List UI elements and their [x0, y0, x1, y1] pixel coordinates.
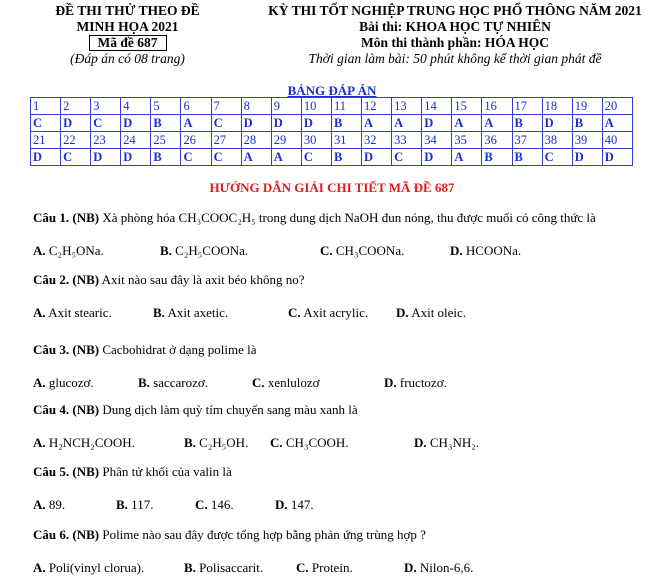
- answer-letter-cell: C: [392, 149, 422, 166]
- option-text: 146.: [210, 497, 234, 512]
- answer-letter-cell: B: [512, 115, 542, 132]
- answer-letter-cell: B: [151, 149, 181, 166]
- option-text: saccarozơ.: [153, 375, 209, 390]
- question-number-cell: 10: [301, 98, 331, 115]
- option-d: [396, 305, 466, 321]
- answer-letter-cell: A: [392, 115, 422, 132]
- answer-letter-cell: A: [452, 149, 482, 166]
- option-text: H₂NCH₂COOH.: [48, 435, 135, 450]
- question-1: [33, 210, 596, 226]
- question-number-cell: 28: [241, 132, 271, 149]
- answer-letter-cell: A: [452, 115, 482, 132]
- option-text: xenlulozơ: [267, 375, 320, 390]
- option-d: [404, 560, 473, 576]
- answer-letter-cell: D: [422, 149, 452, 166]
- answer-letter-cell: B: [512, 149, 542, 166]
- question-text: Xà phòng hóa CH₃COOC₂H₅ trong dung dịch NaOH đun nóng, thu được muối có công thức là: [102, 210, 596, 225]
- option-c: [296, 560, 353, 576]
- option-text: C₂H₅COONa.: [175, 243, 249, 258]
- question-number-cell: 20: [602, 98, 632, 115]
- answer-letter-cell: D: [31, 149, 61, 166]
- question-number-cell: 3: [91, 98, 121, 115]
- header-right-line2: Bài thi: KHOA HỌC TỰ NHIÊN: [359, 19, 551, 34]
- option-b: [153, 305, 228, 321]
- question-label: Câu 3. (NB): [33, 342, 100, 357]
- question-label: Câu 4. (NB): [33, 402, 100, 417]
- question-number-cell: 24: [121, 132, 151, 149]
- answer-letter-cell: D: [121, 115, 151, 132]
- pages-note: (Đáp án có 08 trang): [70, 51, 185, 66]
- question-number-cell: 6: [181, 98, 211, 115]
- question-number-cell: 9: [271, 98, 301, 115]
- question-label: Câu 6. (NB): [33, 527, 100, 542]
- option-label: B.: [160, 243, 172, 258]
- header-right-line3: Môn thi thành phần: HÓA HỌC: [361, 35, 549, 50]
- question-number-cell: 16: [482, 98, 512, 115]
- answer-letter-cell: D: [422, 115, 452, 132]
- option-label: D.: [450, 243, 463, 258]
- question-number-cell: 38: [542, 132, 572, 149]
- question-text: Phân tử khối của valin là: [102, 464, 232, 479]
- option-text: Protein.: [311, 560, 353, 575]
- answer-letter-cell: B: [482, 149, 512, 166]
- answer-letter-cell: D: [301, 115, 331, 132]
- answer-letter-cell: A: [271, 149, 301, 166]
- exam-code-box: Mã đề 687: [89, 35, 167, 51]
- option-label: D.: [275, 497, 288, 512]
- answer-letter-cell: D: [241, 115, 271, 132]
- option-a: [33, 435, 135, 451]
- question-number-cell: 21: [31, 132, 61, 149]
- option-c: [320, 243, 404, 259]
- answer-letter-cell: D: [91, 149, 121, 166]
- option-label: C.: [296, 560, 309, 575]
- answer-letter-cell: C: [61, 149, 91, 166]
- question-6: [33, 527, 426, 543]
- option-d: [450, 243, 521, 259]
- guide-title: HƯỚNG DẪN GIẢI CHI TIẾT MÃ ĐỀ 687: [209, 180, 455, 195]
- answer-letter-cell: D: [121, 149, 151, 166]
- question-number-cell: 12: [362, 98, 392, 115]
- question-number-cell: 26: [181, 132, 211, 149]
- answer-letter-cell: D: [572, 149, 602, 166]
- option-text: fructozơ.: [399, 375, 447, 390]
- question-3: [33, 342, 257, 358]
- answer-letter-cell: B: [151, 115, 181, 132]
- header-left: [10, 3, 245, 67]
- question-text: Axit nào sau đây là axit béo không no?: [101, 272, 305, 287]
- option-label: A.: [33, 435, 46, 450]
- option-text: CH₃COONa.: [335, 243, 405, 258]
- answer-letter-cell: B: [331, 149, 361, 166]
- question-number-cell: 18: [542, 98, 572, 115]
- question-number-cell: 25: [151, 132, 181, 149]
- option-label: C.: [195, 497, 208, 512]
- question-number-cell: 22: [61, 132, 91, 149]
- option-b: [116, 497, 153, 513]
- option-label: A.: [33, 560, 46, 575]
- question-number-cell: 8: [241, 98, 271, 115]
- option-label: B.: [116, 497, 128, 512]
- question-label: Câu 5. (NB): [33, 464, 100, 479]
- question-number-cell: 33: [392, 132, 422, 149]
- question-number-cell: 2: [61, 98, 91, 115]
- question-label: Câu 1. (NB): [33, 210, 100, 225]
- option-d: [384, 375, 447, 391]
- option-c: [252, 375, 320, 391]
- answer-letter-cell: B: [331, 115, 361, 132]
- option-a: [33, 305, 112, 321]
- option-text: Axit axetic.: [167, 305, 229, 320]
- option-label: B.: [184, 435, 196, 450]
- question-number-cell: 7: [211, 98, 241, 115]
- question-4: [33, 402, 358, 418]
- question-number-cell: 17: [512, 98, 542, 115]
- question-number-cell: 36: [482, 132, 512, 149]
- question-text: Cacbohidrat ở dạng polime là: [102, 342, 257, 357]
- header-left-line1: ĐỀ THI THỬ THEO ĐỀ: [55, 3, 200, 18]
- question-number-cell: 32: [362, 132, 392, 149]
- option-label: B.: [184, 560, 196, 575]
- header-right: [250, 3, 660, 67]
- question-2: [33, 272, 305, 288]
- question-number-cell: 30: [301, 132, 331, 149]
- option-b: [160, 243, 248, 259]
- question-number-cell: 11: [331, 98, 361, 115]
- question-text: Polime nào sau đây được tổng hợp bằng phản ứng trùng hợp ?: [102, 527, 426, 542]
- option-c: [288, 305, 368, 321]
- question-number-cell: 1: [31, 98, 61, 115]
- question-5: [33, 464, 232, 480]
- option-label: A.: [33, 243, 46, 258]
- answer-letter-cell: D: [542, 115, 572, 132]
- answer-letter-cell: A: [241, 149, 271, 166]
- answer-letter-cell: D: [61, 115, 91, 132]
- option-text: Poli(vinyl clorua).: [48, 560, 145, 575]
- option-label: C.: [320, 243, 333, 258]
- question-number-cell: 13: [392, 98, 422, 115]
- question-number-cell: 29: [271, 132, 301, 149]
- option-label: A.: [33, 497, 46, 512]
- option-label: D.: [384, 375, 397, 390]
- option-text: 147.: [290, 497, 314, 512]
- option-c: [195, 497, 234, 513]
- answer-number-row: [31, 98, 633, 115]
- option-text: Axit acrylic.: [303, 305, 369, 320]
- question-number-cell: 27: [211, 132, 241, 149]
- answer-letter-row: [31, 149, 633, 166]
- question-number-cell: 40: [602, 132, 632, 149]
- answer-letter-cell: C: [91, 115, 121, 132]
- option-text: C₂H₅ONa.: [48, 243, 104, 258]
- answer-letter-cell: C: [301, 149, 331, 166]
- question-number-cell: 34: [422, 132, 452, 149]
- option-text: Nilon-6,6.: [419, 560, 474, 575]
- question-number-cell: 15: [452, 98, 482, 115]
- option-text: CH₃NH₂.: [429, 435, 480, 450]
- answer-letter-cell: B: [572, 115, 602, 132]
- option-d: [275, 497, 314, 513]
- option-label: B.: [153, 305, 165, 320]
- option-text: Axit oleic.: [411, 305, 467, 320]
- option-label: B.: [138, 375, 150, 390]
- question-label: Câu 2. (NB): [33, 272, 100, 287]
- answer-letter-cell: D: [362, 149, 392, 166]
- option-a: [33, 497, 65, 513]
- option-label: A.: [33, 375, 46, 390]
- answer-letter-cell: D: [602, 149, 632, 166]
- question-number-cell: 37: [512, 132, 542, 149]
- option-label: A.: [33, 305, 46, 320]
- header-left-line2: MINH HỌA 2021: [76, 19, 179, 34]
- option-text: glucozơ.: [48, 375, 94, 390]
- option-d: [414, 435, 479, 451]
- option-text: Polisaccarit.: [199, 560, 264, 575]
- option-b: [184, 435, 248, 451]
- question-number-cell: 4: [121, 98, 151, 115]
- answer-letter-cell: C: [211, 115, 241, 132]
- option-text: HCOONa.: [465, 243, 522, 258]
- question-text: Dung dịch làm quỳ tím chuyển sang màu xanh là: [102, 402, 358, 417]
- answer-letter-cell: C: [181, 149, 211, 166]
- question-number-cell: 31: [331, 132, 361, 149]
- option-label: C.: [270, 435, 283, 450]
- answer-key-table: [30, 97, 633, 166]
- answer-letter-cell: A: [482, 115, 512, 132]
- answer-letter-cell: A: [181, 115, 211, 132]
- time-note: Thời gian làm bài: 50 phút không kể thời gian phát đề: [308, 51, 602, 66]
- answer-letter-cell: A: [362, 115, 392, 132]
- option-b: [184, 560, 263, 576]
- option-text: C₂H₅OH.: [199, 435, 249, 450]
- option-a: [33, 560, 144, 576]
- answer-letter-cell: C: [542, 149, 572, 166]
- option-text: 117.: [131, 497, 154, 512]
- question-number-cell: 23: [91, 132, 121, 149]
- answer-letter-cell: D: [271, 115, 301, 132]
- option-label: C.: [252, 375, 265, 390]
- option-text: CH₃COOH.: [285, 435, 349, 450]
- option-label: C.: [288, 305, 301, 320]
- option-a: [33, 243, 104, 259]
- question-number-cell: 39: [572, 132, 602, 149]
- option-label: D.: [414, 435, 427, 450]
- answer-letter-cell: C: [211, 149, 241, 166]
- option-text: Axit stearic.: [48, 305, 112, 320]
- answer-letter-row: [31, 115, 633, 132]
- question-number-cell: 19: [572, 98, 602, 115]
- option-a: [33, 375, 94, 391]
- answer-number-row: [31, 132, 633, 149]
- option-b: [138, 375, 208, 391]
- option-label: D.: [396, 305, 409, 320]
- option-label: D.: [404, 560, 417, 575]
- header-right-line1: KỲ THI TỐT NGHIỆP TRUNG HỌC PHỔ THÔNG NĂM 2021: [268, 3, 642, 18]
- question-number-cell: 14: [422, 98, 452, 115]
- answer-letter-cell: C: [31, 115, 61, 132]
- question-number-cell: 35: [452, 132, 482, 149]
- option-text: 89.: [48, 497, 66, 512]
- option-c: [270, 435, 349, 451]
- answer-key-title: BẢNG ĐÁP ÁN: [287, 83, 377, 98]
- question-number-cell: 5: [151, 98, 181, 115]
- answer-letter-cell: A: [602, 115, 632, 132]
